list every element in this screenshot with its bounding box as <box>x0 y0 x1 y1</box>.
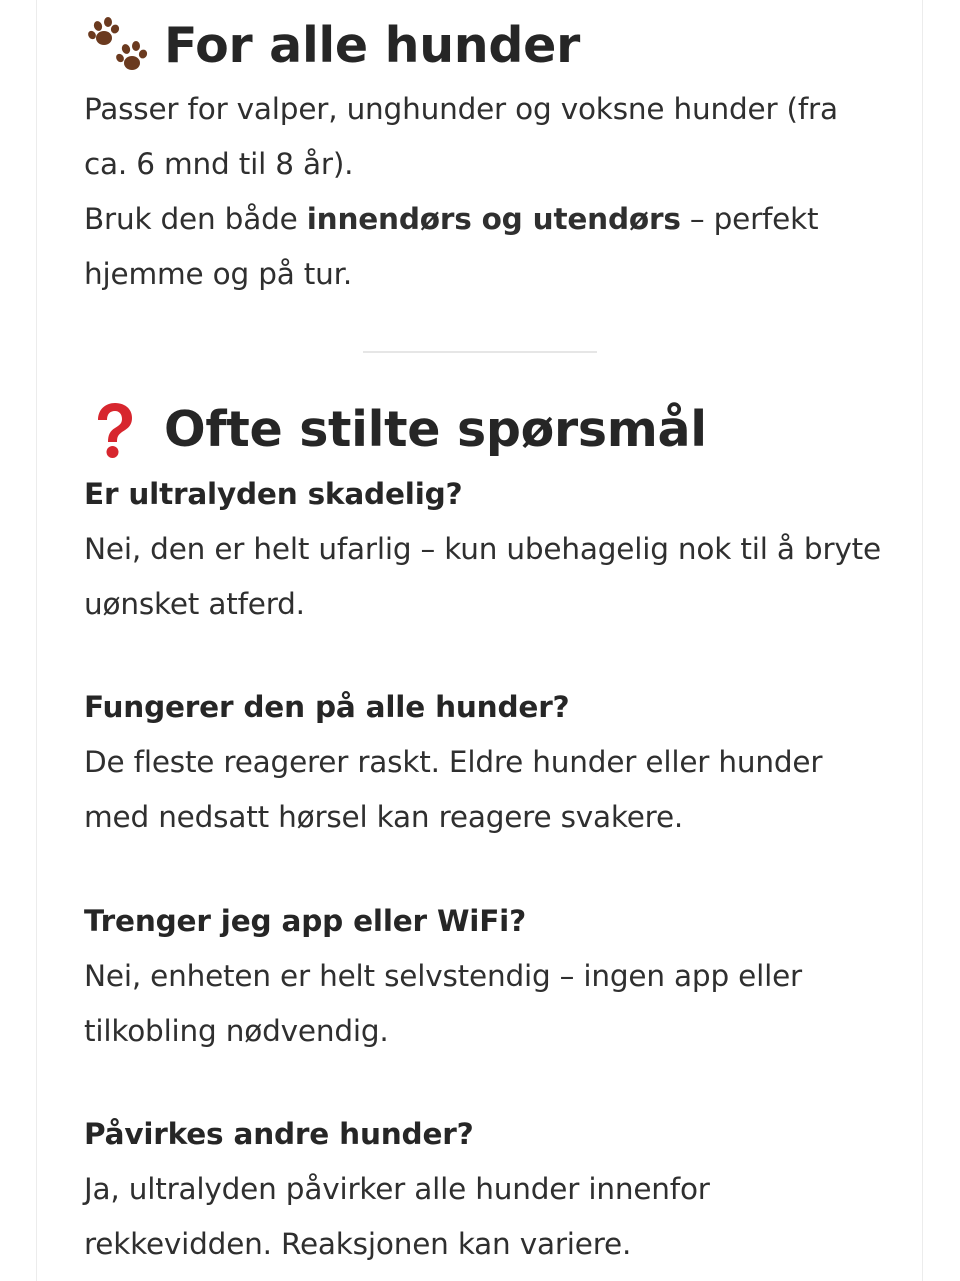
faq-question: Trenger jeg app eller WiFi? <box>84 904 526 938</box>
faq-item <box>84 680 884 845</box>
faq-answer: Ja, ultralyden påvirker alle hunder innenfor rekkevidden. Reaksjonen kan variere. <box>84 1172 710 1261</box>
section-title-faq: Ofte stilte spørsmål <box>164 401 707 458</box>
faq-question: Fungerer den på alle hunder? <box>84 690 570 724</box>
faq-item <box>84 467 884 632</box>
section-title-dogs: For alle hunder <box>164 17 580 74</box>
faq-answer: Nei, den er helt ufarlig – kun ubehagelig nok til å bryte uønsket atferd. <box>84 532 881 621</box>
dogs-usage-text <box>84 192 884 302</box>
section-heading-dogs <box>84 16 580 76</box>
faq-item <box>84 1107 884 1272</box>
usage-text-bold: innendørs og utendørs <box>306 202 681 236</box>
dogs-description <box>84 82 884 302</box>
faq-answer: Nei, enheten er helt selvstendig – ingen app eller tilkobling nødvendig. <box>84 959 802 1048</box>
section-divider <box>363 351 597 353</box>
section-heading-faq <box>84 400 707 460</box>
faq-question: Påvirkes andre hunder? <box>84 1117 474 1151</box>
faq-answer: De fleste reagerer raskt. Eldre hunder eller hunder med nedsatt hørsel kan reagere svakere. <box>84 745 823 834</box>
paw-prints-icon <box>84 16 150 76</box>
dogs-age-text: Passer for valper, unghunder og voksne hunder (fra ca. 6 mnd til 8 år). <box>84 92 838 181</box>
usage-text-start: Bruk den både <box>84 202 307 236</box>
usage-text-end: – perfekt hjemme og på tur. <box>84 202 819 291</box>
red-question-mark-icon <box>84 400 142 460</box>
faq-question: Er ultralyden skadelig? <box>84 477 463 511</box>
faq-item <box>84 894 884 1059</box>
